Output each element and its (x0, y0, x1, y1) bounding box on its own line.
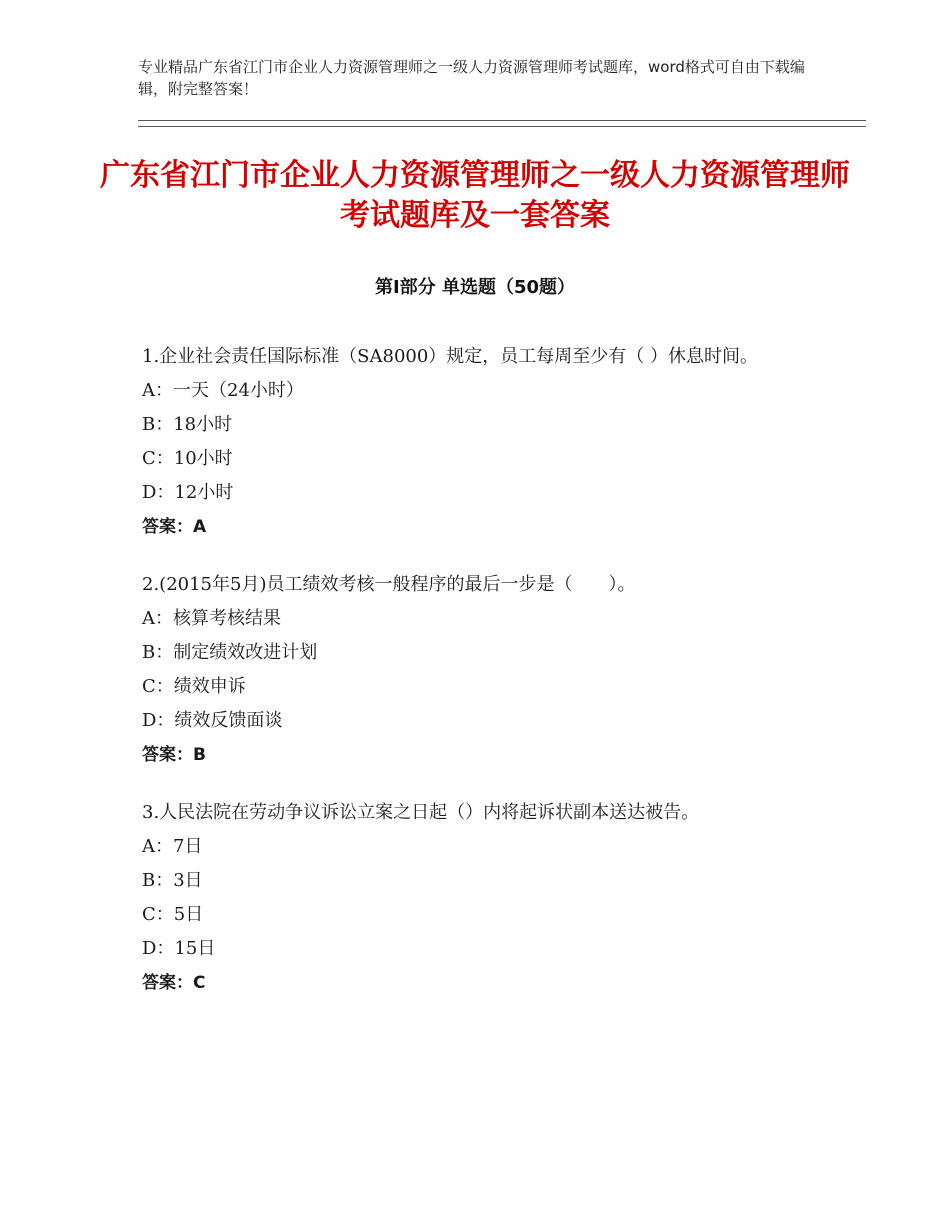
header-divider (138, 120, 866, 127)
option-b: B：3日 (142, 870, 203, 891)
question-list (142, 340, 822, 1024)
section-title: 第Ⅰ部分 单选题（50题） (374, 277, 575, 298)
option-d: D：15日 (142, 938, 216, 959)
option-b: B：制定绩效改进计划 (142, 642, 318, 663)
option-c: C：5日 (142, 904, 204, 925)
option-c: C：绩效申诉 (142, 676, 246, 697)
answer-label: 答案：C (142, 973, 206, 993)
question-2 (142, 568, 822, 772)
question-1 (142, 340, 822, 544)
answer-label: 答案：A (142, 517, 207, 537)
question-3 (142, 796, 822, 1000)
option-c: C：10小时 (142, 448, 233, 469)
option-d: D：绩效反馈面谈 (142, 710, 283, 731)
question-stem: 1.企业社会责任国际标准（SA8000）规定，员工每周至少有（ ）休息时间。 (142, 346, 759, 367)
question-stem: 3.人民法院在劳动争议诉讼立案之日起（）内将起诉状副本送达被告。 (142, 802, 700, 823)
option-a: A：核算考核结果 (142, 608, 281, 629)
option-a: A：一天（24小时） (142, 380, 304, 401)
option-d: D：12小时 (142, 482, 234, 503)
option-b: B：18小时 (142, 414, 233, 435)
question-stem: 2.(2015年5月)员工绩效考核一般程序的最后一步是（ ）。 (142, 574, 636, 595)
answer-label: 答案：B (142, 745, 206, 765)
option-a: A：7日 (142, 836, 203, 857)
document-title: 广东省江门市企业人力资源管理师之一级人力资源管理师考试题库及一套答案 (100, 158, 850, 233)
header-note: 专业精品广东省江门市企业人力资源管理师之一级人力资源管理师考试题库，word格式可自由下载编辑，附完整答案！ (138, 58, 805, 98)
